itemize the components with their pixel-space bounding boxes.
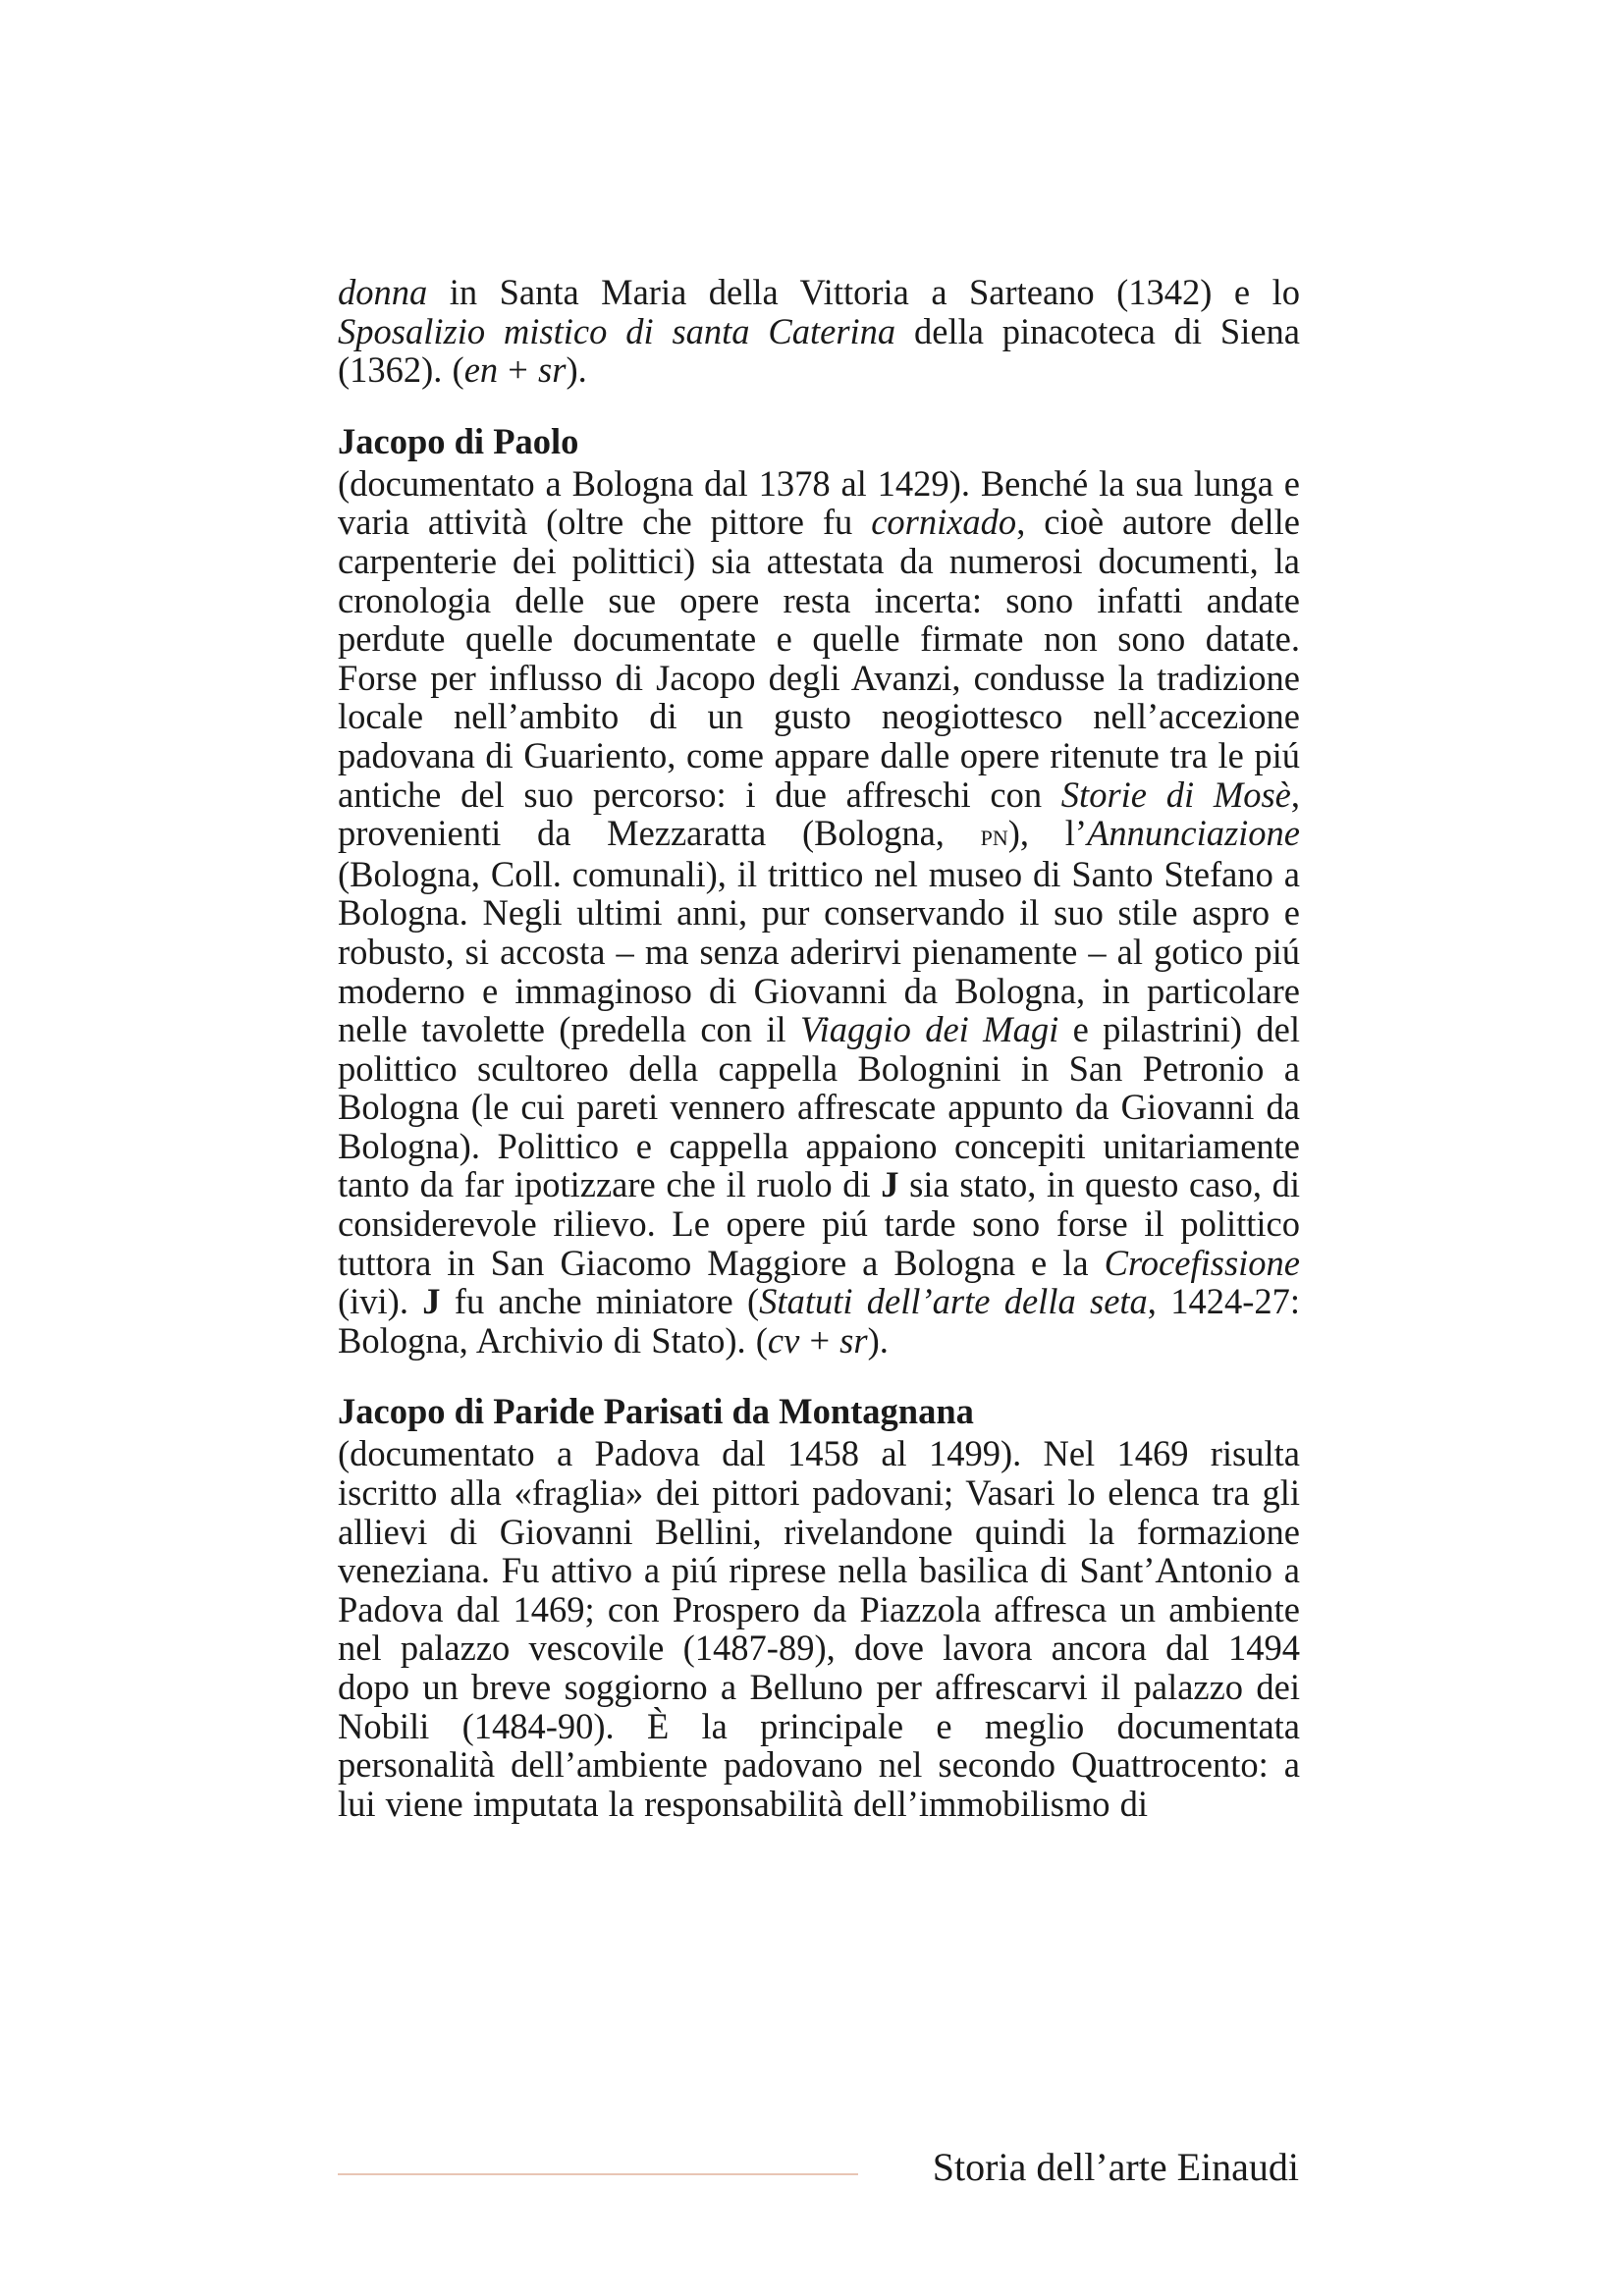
paragraph-text: della pinacoteca di Siena (1362). ( [338,310,1300,391]
page-text [338,273,1300,1823]
footer-rule [338,2173,858,2175]
entry-title: Jacopo di Paride Parisati da Montagnana [338,1391,974,1432]
entry-body [338,1434,1300,1823]
entry-title: Jacopo di Paolo [338,420,579,461]
paragraph-text: + [799,1319,840,1361]
paragraph-text: (Bologna, Coll. comunali), il trittico nel museo di Santo Stefano a Bologna. Negli ultimi anni, pur conservando il suo stile aspro e robusto, si accosta – ma senza aderirvi pienamente – al gotico piú moderno e immaginoso di Giovanni da Bologna, in particolare nelle tavolette (predella con il [338,853,1300,1050]
work-title: Annunciazione [1087,813,1301,854]
footer-title: Storia dell’arte Einaudi [932,2145,1299,2189]
paragraph-text: (documentato a Bologna dal 1378 al 1429). Benché la sua lunga e varia attività (oltre che pittore fu [338,462,1300,543]
paragraph-text: in Santa Maria della Vittoria a Sarteano (1342) e lo [427,272,1300,312]
author-initials: sr [538,349,567,391]
entry-jacopo-di-paolo [338,421,1300,1361]
work-title: Statuti dell’arte della seta [759,1281,1148,1322]
work-title: Viaggio dei Magi [800,1009,1059,1050]
work-title: Crocefissione [1104,1242,1300,1283]
paragraph-text: , cioè autore delle carpenterie dei polittici) sia attestata da numerosi documenti, la cronologia delle sue opere resta incerta: sono infatti andate perdute quelle documentate e quelle firmate non sono datate. Forse per influsso di Jacopo degli Avanzi, condusse la tradizione locale nell’ambito di un gusto neogiottesco nell’accezione padovana di Guariento, come appare dalle opere ritenute tra le piú antiche del suo percorso: i due affreschi con [338,502,1300,815]
entry-body [338,464,1300,1361]
author-initials: cv [767,1319,800,1361]
paragraph-text: (ivi). [338,1281,423,1322]
italic-term: cornixado [871,502,1017,543]
paragraph-text: ). [867,1319,889,1361]
intro-paragraph [338,273,1300,390]
paragraph-text: sia stato, in questo caso, di considerevole rilievo. Le opere piú tarde sono forse il polittico tuttora in San Giacomo Maggiore a Bologna e la [338,1164,1300,1283]
paragraph-text: ). [566,349,587,391]
author-initials: sr [839,1319,868,1361]
entry-initial: J [422,1281,441,1322]
work-title: donna [338,272,428,312]
paragraph-text: e pilastrini) del polittico scultoreo della cappella Bolognini in San Petronio a Bologna (le cui pareti vennero affrescate appunto da Giovanni da Bologna). Polittico e cappella appaiono concepiti unitariamente tanto da far ipotizzare che il ruolo di [338,1009,1300,1205]
entry-jacopo-di-paride-parisati [338,1391,1300,1823]
paragraph-text: (documentato a Padova dal 1458 al 1499). Nel 1469 risulta iscritto alla «fraglia» dei pittori padovani; Vasari lo elenca tra gli allievi di Giovanni Bellini, rivelandone quindi la formazione veneziana. Fu attivo a piú riprese nella basilica di Sant’Antonio a Padova dal 1469; con Prospero da Piazzola affresca un ambiente nel palazzo vescovile (1487-89), dove lavora ancora dal 1494 dopo un breve soggiorno a Belluno per affrescarvi il palazzo dei Nobili (1484-90). È la principale e meglio documentata personalità dell’ambiente padovano nel secondo Quattrocento: a lui viene imputata la responsabilità dell’immobilismo di [338,1433,1300,1824]
work-title: Sposalizio mistico di santa Caterina [338,310,896,351]
paragraph-text: + [498,349,539,391]
abbreviation: pn [980,817,1008,853]
paragraph-text: , 1424-27: Bologna, Archivio di Stato). ( [338,1281,1301,1361]
work-title: Storie di Mosè [1060,774,1291,815]
entry-initial: J [881,1164,899,1205]
paragraph-text: , provenienti da Mezzaratta (Bologna, [338,774,1300,854]
paragraph-text: fu anche miniatore ( [440,1281,760,1322]
author-initials: en [463,349,499,391]
paragraph-text: ), l’ [1007,813,1088,854]
